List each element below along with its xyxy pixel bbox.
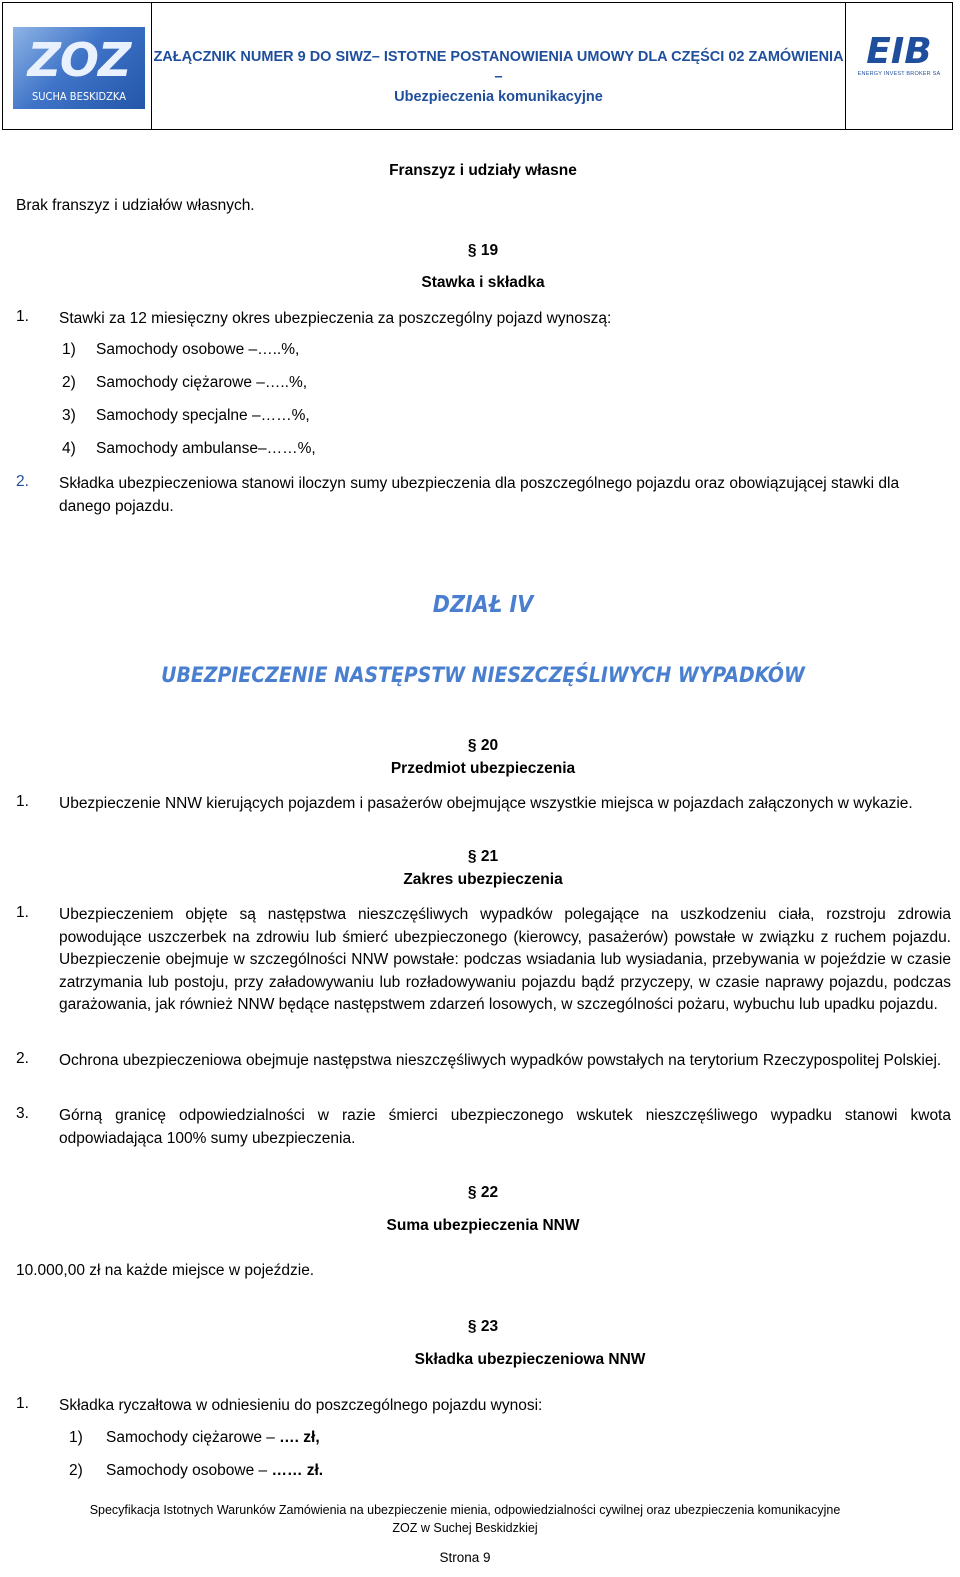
s21-p2-text: Ochrona ubezpieczeniowa obejmuje następstwa nieszczęśliwych wypadków powstałych na terytorium Rzeczypospolitej Polskiej. — [59, 1052, 942, 1069]
s20-p1-number: 1. — [16, 793, 29, 810]
s19-p1-number: 1. — [16, 308, 29, 325]
s19-item-2 — [62, 374, 307, 392]
s21-p1-number: 1. — [16, 904, 29, 921]
section-20-title: Przedmiot ubezpieczenia — [390, 760, 576, 777]
document-header — [2, 2, 953, 130]
franszyza-heading: Franszyz i udziały własne — [389, 162, 577, 179]
section-19-title: Stawka i składka — [421, 274, 545, 291]
header-title-line1: ZAŁĄCZNIK NUMER 9 DO SIWZ– ISTOTNE POSTANOWIENIA UMOWY DLA CZĘŚCI 02 ZAMÓWIENIA – — [153, 49, 844, 85]
s23-item-1 — [69, 1429, 320, 1447]
footer-line2: ZOZ w Suchej Beskidzkiej — [392, 1521, 538, 1535]
zoz-logo-text: ZOZ — [27, 33, 131, 87]
s19-item-4 — [62, 440, 316, 458]
s23-item-2-number: 2) — [69, 1462, 83, 1479]
header-title — [151, 47, 846, 107]
section-20-number: § 20 — [467, 737, 499, 754]
s19-item-3-number: 3) — [62, 407, 76, 424]
s19-item-1-text: Samochody osobowe –…..%, — [96, 341, 300, 358]
s19-p2-number: 2. — [16, 473, 29, 490]
s19-p2-text: Składka ubezpieczeniowa stanowi iloczyn sumy ubezpieczenia dla poszczególnego pojazdu oraz obowiązującej stawki dla danego pojazdu. — [59, 475, 900, 515]
s19-item-4-text: Samochody ambulanse–……%, — [96, 440, 316, 457]
franszyza-text: Brak franszyz i udziałów własnych. — [16, 197, 255, 214]
s23-item-1-text: Samochody ciężarowe – — [106, 1429, 280, 1446]
page-number: Strona 9 — [439, 1550, 491, 1565]
s21-p3-text: Górną granicę odpowiedzialności w razie śmierci ubezpieczonego wskutek nieszczęśliwego wypadku stanowi kwota odpowiadająca 100% sumy ubezpieczenia. — [59, 1107, 951, 1147]
s23-item-1-value: …. zł, — [279, 1429, 320, 1446]
section-23-number: § 23 — [467, 1318, 499, 1335]
s23-item-2-text: Samochody osobowe – — [106, 1462, 272, 1479]
s19-item-2-number: 2) — [62, 374, 76, 391]
zoz-logo-badge — [13, 27, 145, 109]
s23-item-2-value: …… zł. — [271, 1462, 324, 1479]
s19-item-3-text: Samochody specjalne –……%, — [96, 407, 310, 424]
s23-item-2 — [69, 1462, 323, 1480]
section-22-title: Suma ubezpieczenia NNW — [386, 1217, 580, 1234]
zoz-logo — [3, 3, 152, 129]
s20-p1-text: Ubezpieczenie NNW kierujących pojazdem i pasażerów obejmujące wszystkie miejsca w pojazdach załączonych w wykazie. — [59, 795, 913, 812]
s19-item-1 — [62, 341, 299, 359]
dzial-title: UBEZPIECZENIE NASTĘPSTW NIESZCZĘŚLIWYCH WYPADKÓW — [161, 663, 805, 687]
eib-logo — [845, 3, 952, 129]
footer-line1: Specyfikacja Istotnych Warunków Zamówienia na ubezpieczenie mienia, odpowiedzialności cywilnej oraz ubezpieczenia komunikacyjne — [89, 1503, 841, 1517]
s23-p1-number: 1. — [16, 1395, 29, 1412]
header-title-line2: Ubezpieczenia komunikacyjne — [394, 89, 603, 105]
section-22-number: § 22 — [467, 1184, 499, 1201]
dzial-label: DZIAŁ IV — [432, 592, 534, 618]
s23-item-1-number: 1) — [69, 1429, 83, 1446]
s19-item-2-text: Samochody ciężarowe –…..%, — [96, 374, 308, 391]
s19-item-1-number: 1) — [62, 341, 76, 358]
eib-logo-subtitle: ENERGY INVEST BROKER SA — [857, 71, 941, 77]
section-21-number: § 21 — [467, 848, 499, 865]
s22-text: 10.000,00 zł na każde miejsce w pojeździe. — [16, 1262, 315, 1279]
s19-item-4-number: 4) — [62, 440, 76, 457]
s19-item-3 — [62, 407, 310, 425]
s21-p2-number: 2. — [16, 1050, 29, 1067]
s19-p1-text: Stawki za 12 miesięczny okres ubezpieczenia za poszczególny pojazd wynoszą: — [59, 310, 612, 327]
section-19-number: § 19 — [467, 242, 499, 259]
section-21-title: Zakres ubezpieczenia — [403, 871, 563, 888]
s21-p1-text: Ubezpieczeniem objęte są następstwa nieszczęśliwych wypadków polegające na uszkodzeniu ciała, rozstroju zdrowia powodujące uszczerbek na zdrowiu lub śmierć ubezpieczonego (kierowcy, pasażerów) powstałe w związku z ruchem pojazdu. Ubezpieczenie obejmuje w szczególności NNW powstałe: podczas wsiadania lub wysiadania, przebywania w pojeździe w czasie zatrzymania lub postoju, przy załadowywaniu lub rozładowywaniu pojazdu bądź przyczepy, w czasie naprawy pojazdu, podczas garażowania, jak również NNW będące następstwem zdarzeń losowych, w szczególności pożaru, wybuchu lub upadku pojazdu. — [59, 906, 951, 1014]
eib-logo-text: EIB — [866, 31, 932, 72]
s21-p3-number: 3. — [16, 1105, 29, 1122]
s23-p1-text: Składka ryczałtowa w odniesieniu do poszczególnego pojazdu wynosi: — [59, 1397, 543, 1414]
section-23-title: Składka ubezpieczeniowa NNW — [414, 1351, 646, 1368]
zoz-logo-subtitle: SUCHA BESKIDZKA — [32, 90, 126, 103]
